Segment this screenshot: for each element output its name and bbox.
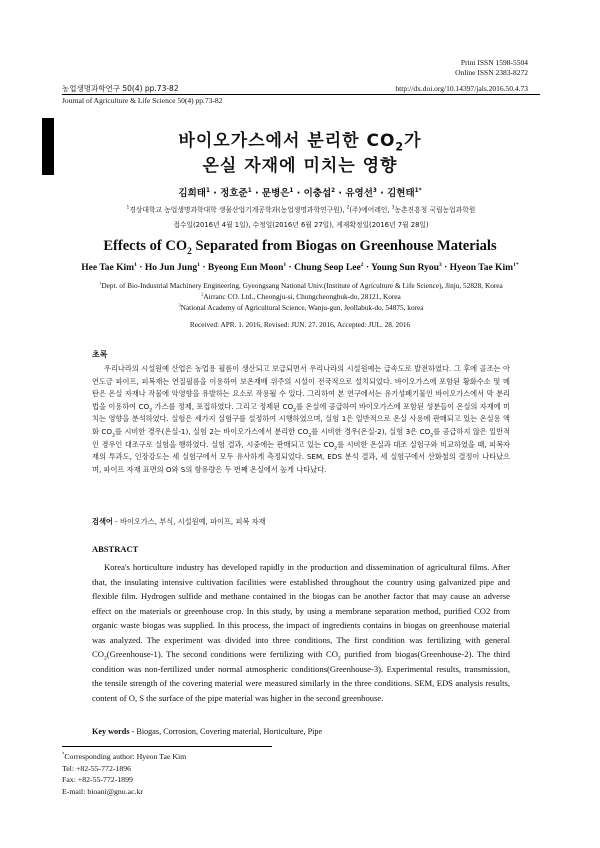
authors-en: Hee Tae Kim$^1$ · Ho Jun Jung$^1$ · Byeong Eun Moon$^1$ · Chung Seop Lee$^2$ · Young Sun Ryou$^3$ · Hyeon Tae Kim$^{1*}$ — [81, 261, 519, 273]
issn-block — [455, 58, 528, 78]
affiliation-en-1: $^1$Dept. of Bio-Industrial Machinery Engineering, Gyeongsang National Univ.(Institute of Agriculture & Life Science), Jinju, 52828, Korea — [99, 280, 503, 290]
received-dates: Received: APR. 1. 2016, Revised: JUN. 27. 2016, Accepted: JUL. 28. 2016 — [189, 320, 411, 329]
footnote-rule — [62, 746, 272, 747]
affiliation-en-3: $^3$National Academy of Agricultural Science, Wanju-gun, Jeollabuk-do, 54875, korea — [178, 302, 424, 312]
journal-name-ko: 농업생명과학연구 50(4) pp.73-82 — [62, 84, 179, 93]
correspondence-block — [62, 751, 186, 797]
title-en: Effects of $CO_2$ Separated from Biogas on Greenhouse Materials — [103, 238, 497, 257]
corresponding-fax: Fax: +82-55-772-1899 — [62, 775, 133, 784]
authors-ko: 김희태$^1$ · 정호준$^1$ · 문병은$^1$ · 이충섭$^2$ · 유영선$^3$ · 김현태$^{1*}$ — [178, 187, 422, 199]
corresponding-tel: Tel: +82-55-772-1896 — [62, 763, 132, 773]
abstract-ko-heading: 초록 — [92, 350, 108, 359]
dates-ko: 접수일(2016년 4월 1일), 수정일(2016년 6월 27일), 게재확정일(2016년 7월 28일) — [173, 221, 429, 229]
journal-name-en: Journal of Agriculture & Life Science 50(4) pp.73-82 — [62, 96, 223, 105]
corresponding-author: *Corresponding author: Hyeon Tae Kim — [62, 752, 187, 761]
online-issn: Online ISSN 2383-8272 — [455, 68, 528, 77]
print-issn: Print ISSN 1598-5504 — [460, 58, 528, 67]
affiliation-en-2: $^2$Airranc CO. Ltd., Cheongju-si, Chungcheongbuk-do, 28121, Korea — [201, 291, 401, 301]
title-ko-line1: 바이오가스에서 분리한 $CO_2$가 — [178, 131, 422, 154]
abstract-en-heading: ABSTRACT — [92, 544, 139, 554]
abstract-ko-body: 우리나라의 시설원예 산업은 농업용 필름이 생산되고 보급되면서 우리나라의 시설원예는 급속도로 발전하였다. 그 후에 골조는 아연도금 파이프, 피복재는 연질필름을 이용하여 보온재배 위주의 시설이 전국적으로 설치되었다. 바이오가스에 포함된 황화수소 및 메탄은 온실 자재나 작물에 악영향을 유발하는 요소로 작용될 수 있다. 그리하여 본 연구에서는 유기성폐기물인 바이오가스에서 막 분리법을 이용하여 $CO_2$ 가스를 정제, 포집하였다. 그리고 정제된 $CO_2$를 온실에 공급하여 바이오가스에 포함된 성분들이 온실의 자재에 미치는 영향을 분석하였다. 실험은 세가지 실험구를 설정하여 시행하였으며, 실험 1은 일반적으로 온실 사용에 판매되고 있는 온실용 액화 $CO_2$를 시비한 경우(온실-1), 실험 2는 바이오가스에서 분리한 $CO_2$를 시비한 경우(온실-2), 실험 3은 $CO_2$를 공급하지 않은 일반적인 경우인 대조구로 실험을 행하였다. 실험 결과, 시중에는 판매되고 있는 $CO_2$를 시비한 온실과 대조 실험구와 비교하였을 때, 피복자재의 투과도, 인장강도는 세 실험구에서 모두 유사하게 측정되었다. SEM, EDS 분석 결과, 세 실험구에서 산화철의 결정이 나타났으며, 파이프 자재 표면의 O와 S의 함유량은 두 번째 온실에서 높게 나타났다. — [92, 364, 511, 474]
corresponding-email[interactable]: E-mail: bioani@gnu.ac.kr — [62, 786, 144, 796]
title-ko-line2: 온실 자재에 미치는 영향 — [202, 156, 398, 176]
doi-link[interactable]: http://dx.doi.org/10.14397/jals.2016.50.4.73 — [395, 84, 528, 93]
abstract-en-body: Korea's horticulture industry has developed rapidly in the production and dissemination of agricultural films. After that, the insulating intensive cultivation facilities were established throughout the country using galvanized pipe and flexible film. Hydrogen sulfide and methane contained in the biogas can be another factor that may cause an adverse effect on the materials or greenhouse crop. In this study, by using a membrane separation method, purified CO2 from organic waste biogas was supplied. In this process, the impact of ingredients contains in biogas on greenhouse material was analyzed. The experiment was divided into three conditions, The first condition was fertilizing with general $CO_2(Greenhouse-1)$. The second conditions were fertilizing with $CO_2$ purified from biogas(Greenhouse-2). The third condition was non-fertilized under normal atmospheric conditions(Greenhouse-3). Experimental results, transmission, the tensile strength of the covering material were measured similarly in the three conditions. SEM, EDS analysis results, content of O, S the surface of the pipe material was higher in the second greenhouse. — [92, 562, 510, 703]
keywords-ko: 검색어 - 바이오가스, 부식, 시설원예, 파이프, 피복 자재 — [92, 517, 266, 526]
keywords-en: Key words - Biogas, Corrosion, Covering material, Horticulture, Pipe — [92, 727, 323, 736]
affiliations-ko-line1: $^1$경상대학교 농업생명과학대학 생물산업기계공학과(농업생명과학연구원), $^2$(주)에어레인, $^3$농촌진흥청 국립농업과학원 — [126, 204, 476, 214]
header-rule — [62, 94, 540, 95]
